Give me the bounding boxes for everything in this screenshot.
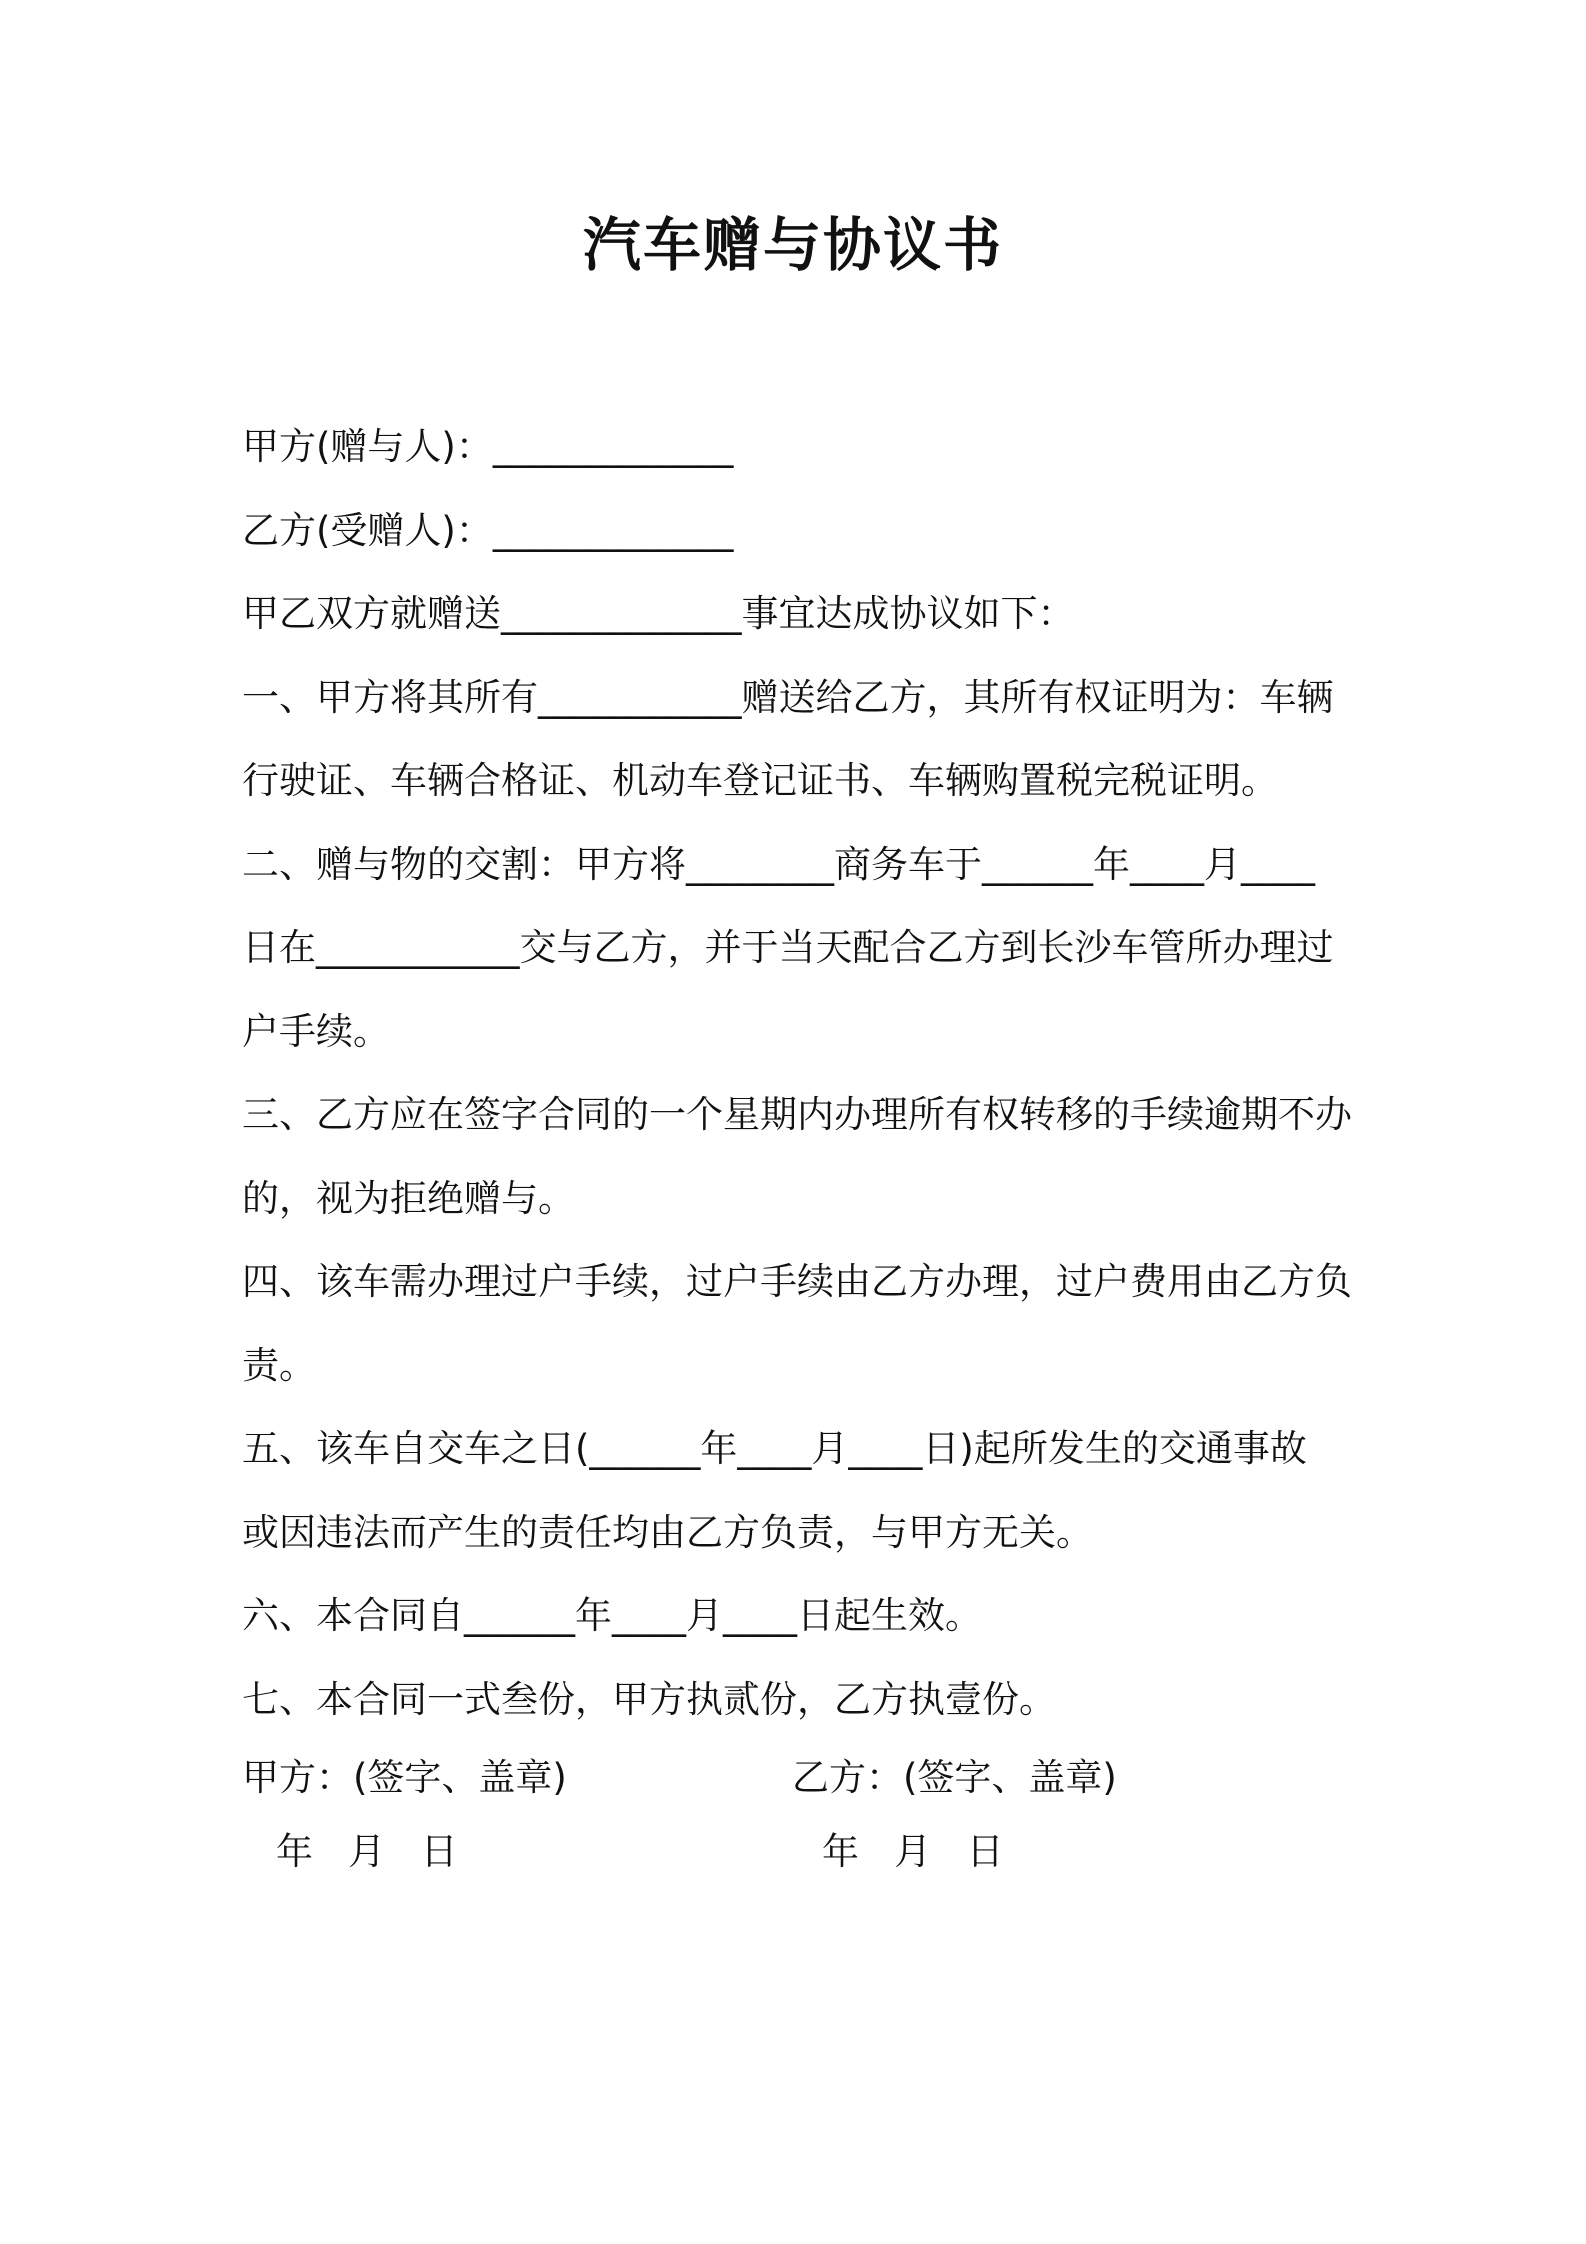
clause-7-line: 七、本合同一式叁份，甲方执贰份，乙方执壹份。	[242, 1677, 1056, 1721]
party-a-signature-label: 甲方：(签字、盖章)	[242, 1756, 567, 1799]
clause-2-line-1: 二、赠与物的交割：甲方将________商务车于______年____月____	[242, 842, 1315, 886]
clause-4-line-2: 责。	[242, 1343, 316, 1387]
document-body	[242, 405, 1352, 1741]
signature-area	[242, 1743, 1352, 1923]
clause-1-line-2: 行驶证、车辆合格证、机动车登记证书、车辆购置税完税证明。	[242, 759, 1278, 802]
party-b-signature-date: 年 月 日	[822, 1830, 1004, 1873]
clause-3-line-1: 三、乙方应在签字合同的一个星期内办理所有权转移的手续逾期不办	[242, 1093, 1352, 1136]
clause-3-line-2: 的，视为拒绝赠与。	[242, 1176, 575, 1220]
party-b-signature-label: 乙方：(签字、盖章)	[792, 1756, 1117, 1799]
clause-1-line-1: 一、甲方将其所有___________赠送给乙方，其所有权证明为：车辆	[242, 675, 1334, 719]
clause-6-line: 六、本合同自______年____月____日起生效。	[242, 1594, 982, 1637]
party-b-signature-block	[792, 1743, 1332, 1887]
clause-5-line-2: 或因违法而产生的责任均由乙方负责，与甲方无关。	[242, 1510, 1093, 1554]
clause-4-line-1: 四、该车需办理过户手续，过户手续由乙方办理，过户费用由乙方负	[242, 1260, 1352, 1303]
party-a-signature-block	[242, 1743, 782, 1887]
party-a-signature-date: 年 月 日	[276, 1830, 458, 1873]
clause-5-line-1: 五、该车自交车之日(______年____月____日)起所发生的交通事故	[242, 1427, 1307, 1470]
clause-2-line-2: 日在___________交与乙方，并于当天配合乙方到长沙车管所办理过	[242, 926, 1334, 969]
party-a-line: 甲方(赠与人)：_____________	[242, 425, 734, 468]
agreement-intro-line: 甲乙双方就赠送_____________事宜达成协议如下：	[242, 592, 1075, 635]
document-title: 汽车赠与协议书	[582, 211, 1003, 279]
clause-2-line-3: 户手续。	[242, 1009, 390, 1053]
party-b-line: 乙方(受赠人)：_____________	[242, 508, 734, 552]
